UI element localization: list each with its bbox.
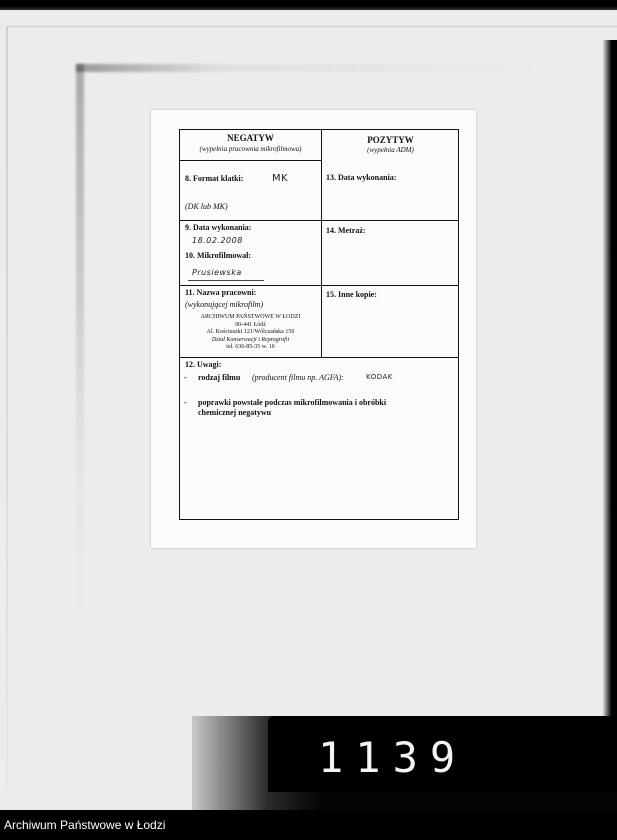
stamp-line: 90-441 Łódź bbox=[235, 321, 266, 328]
mikrofilmowal-label: 10. Mikrofilmował: bbox=[185, 251, 252, 260]
negatyw-subtitle: (wypełnia pracownia mikrofilmowa) bbox=[199, 145, 302, 153]
data-wykonania-pozytyw-label: 13. Data wykonania: bbox=[326, 173, 397, 182]
frame-counter-number: 1139 bbox=[318, 733, 468, 782]
poprawki-line2: chemicznej negatywu bbox=[198, 408, 272, 417]
scan-shadow-horizontal bbox=[76, 64, 546, 72]
stamp-line: Al. Kościuszki 121/Wólczańska 150 bbox=[206, 329, 295, 335]
poprawki-line1: poprawki powstałe podczas mikrofilmowania i obróbki bbox=[198, 398, 387, 407]
microfilm-card bbox=[151, 110, 476, 548]
uwagi-label: 12. Uwagi: bbox=[185, 360, 222, 369]
format-klatki-label: 8. Format klatki: bbox=[185, 174, 244, 183]
nazwa-pracowni-label: 11. Nazwa pracowni: bbox=[185, 288, 257, 297]
institution-stamp bbox=[180, 314, 321, 352]
row-line bbox=[180, 285, 458, 286]
metraz-label: 14. Metraż: bbox=[326, 226, 366, 235]
scan-shadow-vertical bbox=[76, 64, 84, 624]
rodzaj-filmu-value: KODAK bbox=[366, 373, 393, 381]
row-line bbox=[180, 220, 458, 221]
data-wykonania-label: 9. Data wykonania: bbox=[185, 223, 252, 232]
row-line bbox=[180, 160, 321, 161]
format-klatki-value: MK bbox=[272, 173, 289, 184]
row-line bbox=[180, 357, 458, 358]
inne-kopie-label: 15. Inne kopie: bbox=[326, 290, 377, 299]
stamp-line: ARCHIWUM PAŃSTWOWE W ŁODZI bbox=[200, 314, 301, 320]
scan-border-top bbox=[0, 0, 617, 10]
rodzaj-filmu-label: rodzaj filmu bbox=[198, 373, 241, 382]
signature-underline bbox=[188, 280, 264, 281]
uwagi-dash: - bbox=[184, 398, 187, 407]
pozytyw-subtitle: (wypełnia ADM) bbox=[367, 146, 414, 154]
format-klatki-note: (DK lub MK) bbox=[185, 202, 228, 211]
scan-edge-left bbox=[6, 26, 8, 786]
data-wykonania-value: 18.02.2008 bbox=[192, 236, 243, 245]
scan-border-right bbox=[603, 40, 617, 720]
scan-edge-line bbox=[8, 26, 617, 27]
stamp-line: Dział Konserwacji i Reprografii bbox=[211, 336, 290, 343]
negatyw-title: NEGATYW bbox=[227, 133, 274, 143]
rodzaj-filmu-hint: (producent filmu np. AGFA): bbox=[252, 373, 344, 382]
column-divider bbox=[321, 130, 322, 357]
footer-caption: Archiwum Państwowe w Łodzi bbox=[0, 810, 617, 840]
mikrofilmowal-value: Prusiewska bbox=[192, 268, 242, 277]
stamp-line: tel. 636-85-35 w. 16 bbox=[226, 344, 275, 350]
nazwa-pracowni-sub: (wykonującej mikrofilm) bbox=[185, 300, 264, 309]
form-table bbox=[179, 129, 459, 520]
uwagi-dash: - bbox=[184, 373, 187, 382]
pozytyw-title: POZYTYW bbox=[367, 135, 414, 145]
